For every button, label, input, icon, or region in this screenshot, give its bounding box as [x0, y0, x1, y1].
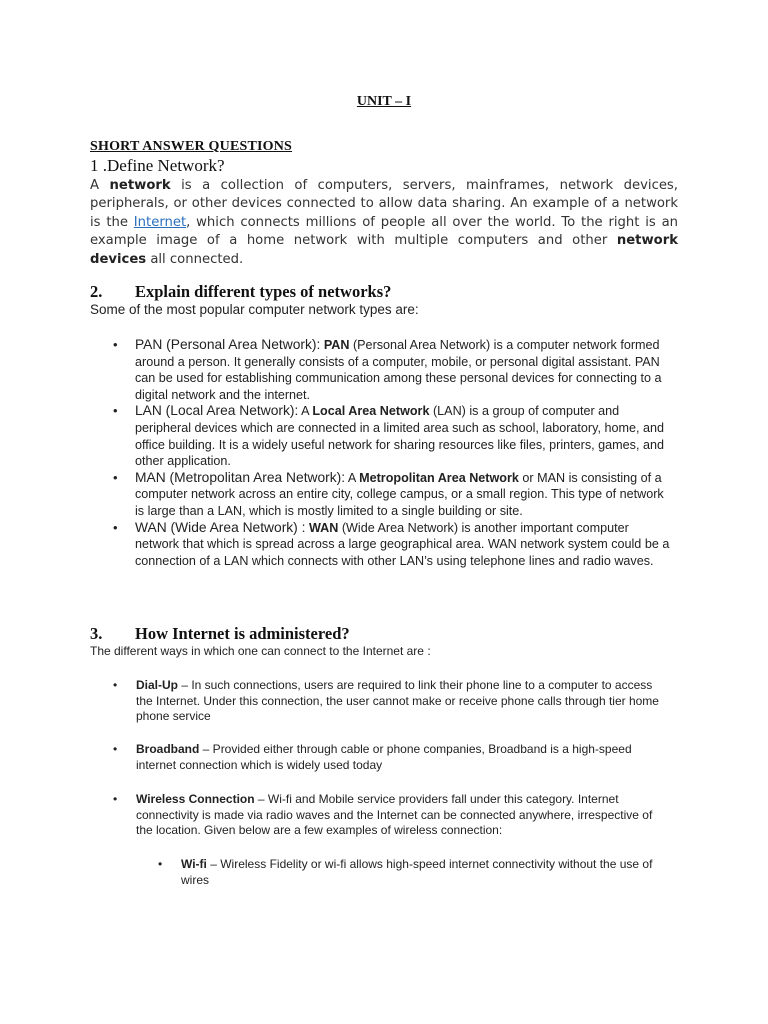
list-item-man: [0, 470, 675, 520]
question-3-title: How Internet is administered?: [135, 624, 350, 643]
question-1-title: 1 .Define Network?: [90, 156, 225, 175]
list-item-sep: A: [345, 470, 360, 485]
list-item-text: – Wi-fi and Mobile service providers fall under this category. Internet connectivity is made via radio waves and the Internet can be connected anywhere, irrespective of the location. Given below are a few examples of wireless connection:: [136, 792, 653, 837]
list-item-lead: LAN (Local Area Network):: [135, 403, 299, 419]
unit-title: UNIT – I: [356, 94, 412, 109]
list-item-wifi: [0, 857, 671, 888]
connection-ways-intro: The different ways in which one can connect to the Internet are :: [90, 644, 431, 658]
question-3-heading: [90, 624, 350, 644]
definition-text: , which connects millions of people all over the world. To the right is an example image of a home network with multiple computers and other: [90, 214, 679, 249]
connection-list-wireless: [0, 792, 768, 839]
list-item-term: PAN: [323, 338, 350, 352]
list-item-term: WAN: [308, 520, 339, 535]
connection-list-dialup: [0, 678, 768, 725]
list-item-lead: PAN (Personal Area Network):: [135, 337, 321, 352]
list-item-lan: [0, 403, 675, 469]
list-item-term: Wireless Connection: [136, 792, 255, 806]
definition-text: is a collection of computers, servers, mainframes, network devices, peripherals, or other devices connected to allow data sharing. An example of a network is the: [90, 178, 678, 230]
list-item-text: – Provided either through cable or phone companies, Broadband is a high-speed internet connection which is widely used today: [136, 742, 632, 772]
question-3-number: 3.: [90, 624, 103, 643]
list-item-broadband: [0, 742, 666, 773]
list-item-term: Metropolitan Area Network: [359, 470, 519, 485]
short-answer-heading: SHORT ANSWER QUESTIONS: [90, 139, 293, 154]
definition-text: A: [90, 178, 110, 193]
network-devices-term: network devices: [90, 233, 678, 267]
list-item-text: (Wide Area Network) is another important computer network that which is spread across a large geographical area. WAN network system could be a connection of a LAN which connects with other LAN’s using telephone lines and radio waves.: [135, 520, 670, 568]
list-item-lead: WAN (Wide Area Network) :: [135, 519, 306, 535]
question-2-title: Explain different types of networks?: [135, 282, 392, 301]
list-item-wireless: [0, 792, 666, 839]
list-item-sep: A: [298, 404, 313, 419]
question-2-number: 2.: [90, 282, 103, 301]
list-item-text: (LAN) is a group of computer and peripheral devices which are connected in a limited area such as school, laboratory, home, and office building. It is a widely useful network for sharing resources like files, printers, games, and other application.: [135, 404, 664, 469]
network-types-list: [0, 337, 768, 569]
list-item-pan: [0, 337, 675, 403]
definition-text: all connected.: [146, 251, 244, 267]
list-item-term: Dial-Up: [136, 678, 178, 692]
network-term: network: [109, 178, 171, 193]
list-item-text: – Wireless Fidelity or wi-fi allows high-speed internet connectivity without the use of wires: [181, 857, 653, 887]
list-item-dial-up: [0, 678, 666, 725]
list-item-text: (Personal Area Network) is a computer network formed around a person. It generally consists of a computer, mobile, or personal digital assistant. PAN can be used for establishing communication among these personal devices for connecting to a digital network and the internet.: [135, 338, 662, 402]
list-item-term: Local Area Network: [312, 404, 430, 419]
list-item-term: Wi-fi: [181, 857, 207, 871]
network-definition-paragraph: [90, 177, 678, 269]
list-item-wan: [0, 520, 675, 570]
network-types-intro: Some of the most popular computer network types are:: [90, 302, 419, 317]
question-2-heading: [90, 282, 391, 302]
list-item-lead: MAN (Metropolitan Area Network):: [135, 469, 346, 485]
wireless-sub-list: [0, 857, 768, 888]
list-item-term: Broadband: [136, 742, 200, 756]
internet-link[interactable]: Internet: [133, 214, 187, 230]
list-item-text: – In such connections, users are required to link their phone line to a computer to access the Internet. Under this connection, the user cannot make or receive phone calls through tier home phone service: [136, 678, 659, 723]
list-item-text: or MAN is consisting of a computer network across an entire city, college campus, or a small region. This type of network is large than a LAN, which is mostly limited to a single building or site.: [135, 470, 664, 518]
connection-list-broadband: [0, 742, 768, 773]
